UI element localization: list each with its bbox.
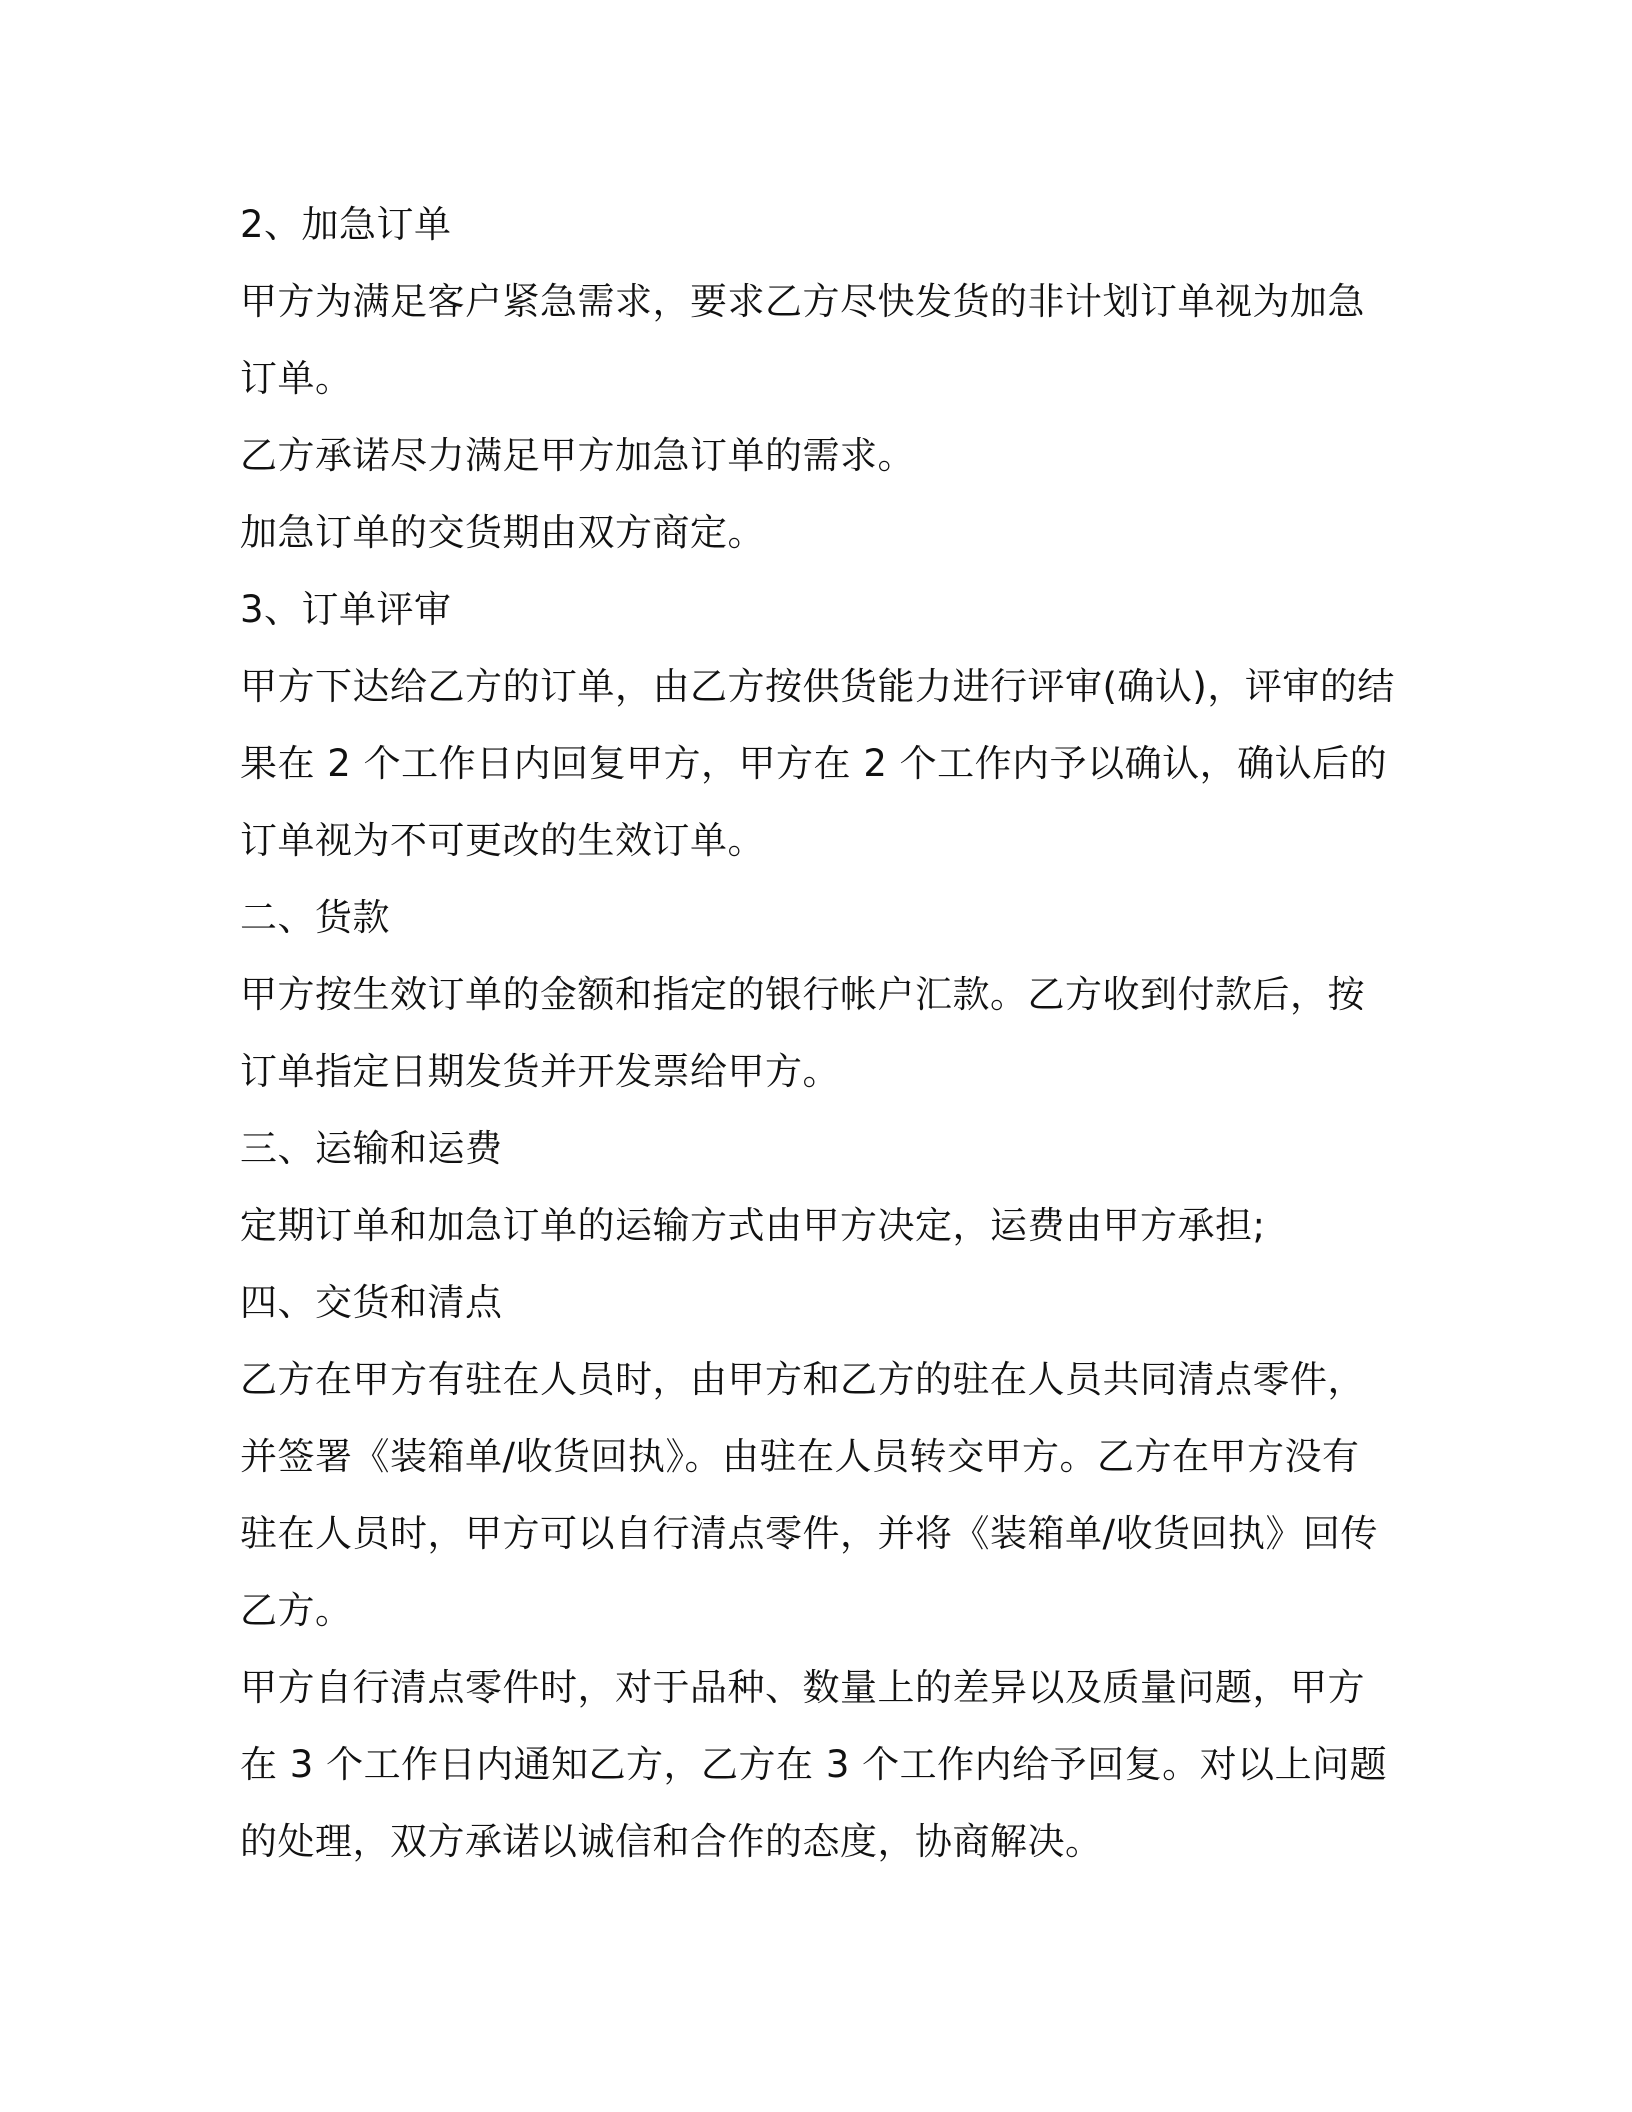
text-line: 订单视为不可更改的生效订单。 [240,819,765,862]
text-line: 在 3 个工作日内通知乙方，乙方在 3 个工作内给予回复。对以上问题 [240,1743,1388,1786]
text-line: 甲方为满足客户紧急需求，要求乙方尽快发货的非计划订单视为加急 [240,280,1365,323]
document-body [240,186,1395,1880]
text-line: 的处理，双方承诺以诚信和合作的态度，协商解决。 [240,1820,1103,1863]
text-line: 订单。 [240,357,353,400]
text-line: 甲方下达给乙方的订单，由乙方按供货能力进行评审(确认)，评审的结 [240,665,1395,708]
text-line: 果在 2 个工作日内回复甲方，甲方在 2 个工作内予以确认，确认后的 [240,742,1388,785]
section-heading-payment: 二、货款 [240,896,390,939]
text-line: 乙方承诺尽力满足甲方加急订单的需求。 [240,434,915,477]
text-line: 定期订单和加急订单的运输方式由甲方决定，运费由甲方承担; [240,1204,1266,1247]
section-heading-transport: 三、运输和运费 [240,1127,503,1170]
section-heading-urgent-order: 2、加急订单 [240,203,452,246]
text-line: 订单指定日期发货并开发票给甲方。 [240,1050,840,1093]
text-line: 甲方自行清点零件时，对于品种、数量上的差异以及质量问题，甲方 [240,1666,1365,1709]
text-line: 乙方。 [240,1589,353,1632]
section-heading-order-review: 3、订单评审 [240,588,452,631]
text-line: 驻在人员时，甲方可以自行清点零件，并将《装箱单/收货回执》回传 [240,1512,1378,1555]
text-line: 甲方按生效订单的金额和指定的银行帐户汇款。乙方收到付款后，按 [240,973,1365,1016]
text-line: 并签署《装箱单/收货回执》。由驻在人员转交甲方。乙方在甲方没有 [240,1435,1360,1478]
text-line: 乙方在甲方有驻在人员时，由甲方和乙方的驻在人员共同清点零件， [240,1358,1365,1401]
section-heading-delivery: 四、交货和清点 [240,1281,503,1324]
text-line: 加急订单的交货期由双方商定。 [240,511,765,554]
